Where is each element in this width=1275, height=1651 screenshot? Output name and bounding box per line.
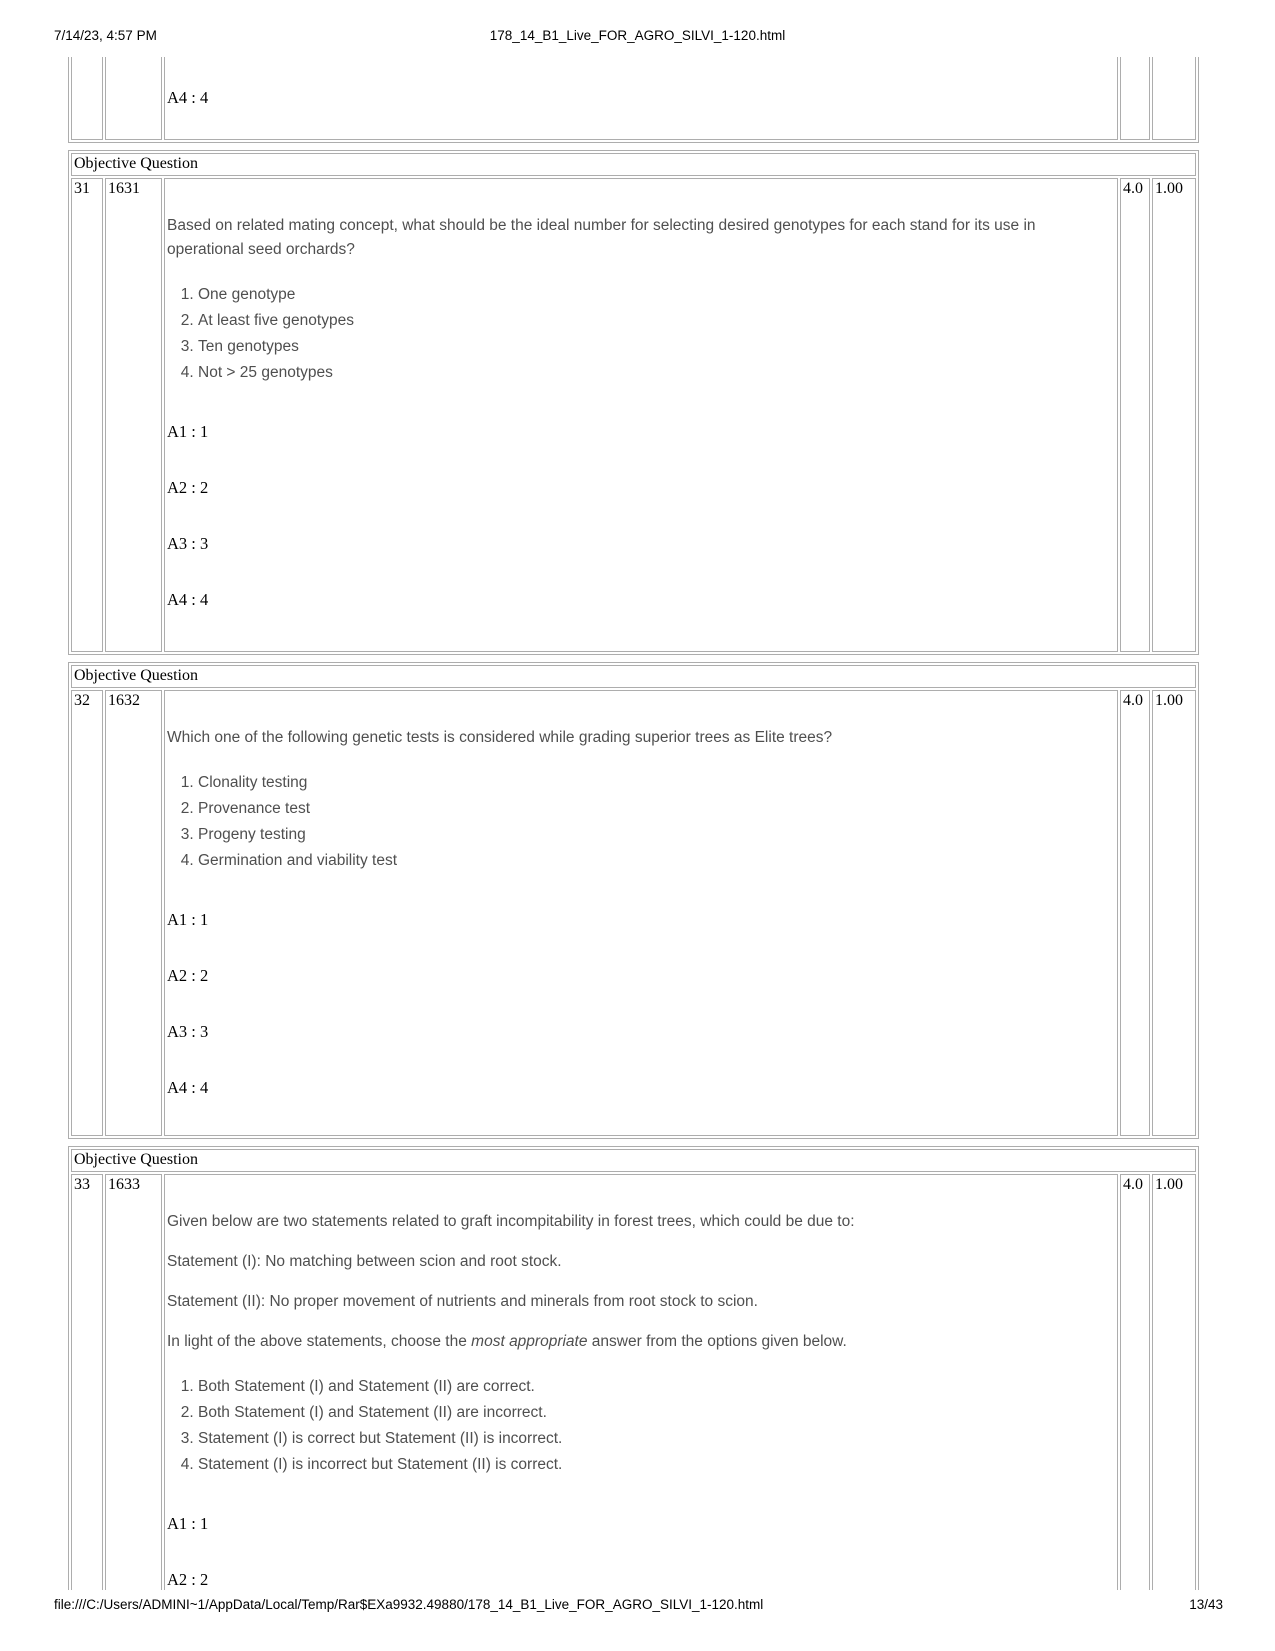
options-list [167,1374,1115,1478]
option-4: 4. Not > 25 genotypes [198,360,1115,386]
question-number-cell [71,57,103,140]
answer-key [167,1514,1115,1590]
answer-line: A1 : 1 [167,422,209,441]
marks-cell [1120,57,1150,140]
question-text: Based on related mating concept, what should be the ideal number for selecting desired genotypes for each stand for its use in operational seed orchards? [167,217,1036,258]
option-3: 3. Statement (I) is correct but Statement (II) is incorrect. [198,1426,1115,1452]
question-row [71,178,1196,652]
page-indicator: 13/43 [1189,1597,1223,1612]
question-id: 1631 [105,178,162,652]
section-header: Objective Question [71,1149,1196,1172]
section-header-row [71,153,1196,176]
question-table-continued [68,57,1199,143]
option-3: 3. Ten genotypes [198,334,1115,360]
marks-value: 4.0 [1120,690,1150,1136]
question-id-cell [105,57,162,140]
answer-line: A1 : 1 [167,910,209,929]
question-body [164,178,1118,652]
statement-1: Statement (I): No matching between scion and root stock. [167,1253,562,1270]
options-list [167,282,1115,386]
answer-line: A3 : 3 [167,1022,209,1041]
closing-instruction [167,1330,1115,1354]
answer-line: A4 : 4 [167,88,209,107]
answer-key [167,422,1115,610]
answer-line: A1 : 1 [167,1514,209,1533]
question-body-cell [164,57,1118,140]
question-body [164,1174,1118,1590]
question-text: Given below are two statements related to graft incompitability in forest trees, which could be due to: [167,1213,855,1230]
section-header-row [71,1149,1196,1172]
answer-line: A4 : 4 [167,1078,209,1097]
option-2: 2. At least five genotypes [198,308,1115,334]
question-number: 31 [71,178,103,652]
question-id: 1633 [105,1174,162,1590]
print-datetime: 7/14/23, 4:57 PM [54,28,157,43]
option-2: 2. Provenance test [198,796,1115,822]
question-number: 32 [71,690,103,1136]
marks-value: 4.0 [1120,1174,1150,1590]
option-1: 1. Both Statement (I) and Statement (II) are correct. [198,1374,1115,1400]
closing-pre: In light of the above statements, choose the [167,1333,472,1350]
answer-line: A4 : 4 [167,590,209,609]
marks-value: 4.0 [1120,178,1150,652]
answer-line: A2 : 2 [167,966,209,985]
print-header [0,28,1275,46]
question-table-33 [68,1146,1199,1590]
section-header: Objective Question [71,153,1196,176]
question-row [71,690,1196,1136]
question-row-continued [71,57,1196,140]
option-1: 1. One genotype [198,282,1115,308]
question-number: 33 [71,1174,103,1590]
negative-marks-cell [1152,57,1196,140]
option-4: 4. Germination and viability test [198,848,1115,874]
option-3: 3. Progeny testing [198,822,1115,848]
answer-key [167,910,1115,1098]
statement-2: Statement (II): No proper movement of nutrients and minerals from root stock to scion. [167,1293,758,1310]
page-content [68,57,1203,1590]
document-title: 178_14_B1_Live_FOR_AGRO_SILVI_1-120.html [489,28,786,43]
closing-post: answer from the options given below. [587,1333,847,1350]
closing-italic: most appropriate [471,1333,588,1350]
option-1: 1. Clonality testing [198,770,1115,796]
option-2: 2. Both Statement (I) and Statement (II) are incorrect. [198,1400,1115,1426]
question-table-32 [68,662,1199,1139]
question-text: Which one of the following genetic tests is considered while grading superior trees as Elite trees? [167,729,833,746]
question-row [71,1174,1196,1590]
question-table-31 [68,150,1199,655]
print-footer [54,1597,1223,1612]
answer-line: A2 : 2 [167,1570,209,1589]
section-header: Objective Question [71,665,1196,688]
question-id: 1632 [105,690,162,1136]
section-header-row [71,665,1196,688]
question-body [164,690,1118,1136]
negative-marks-value: 1.00 [1152,690,1196,1136]
answer-line: A3 : 3 [167,534,209,553]
file-path: file:///C:/Users/ADMINI~1/AppData/Local/Temp/Rar$EXa9932.49880/178_14_B1_Live_FOR_AGRO_SILVI_1-120.html [54,1597,764,1612]
options-list [167,770,1115,874]
option-4: 4. Statement (I) is incorrect but Statement (II) is correct. [198,1452,1115,1478]
negative-marks-value: 1.00 [1152,178,1196,652]
answer-line: A2 : 2 [167,478,209,497]
negative-marks-value: 1.00 [1152,1174,1196,1590]
